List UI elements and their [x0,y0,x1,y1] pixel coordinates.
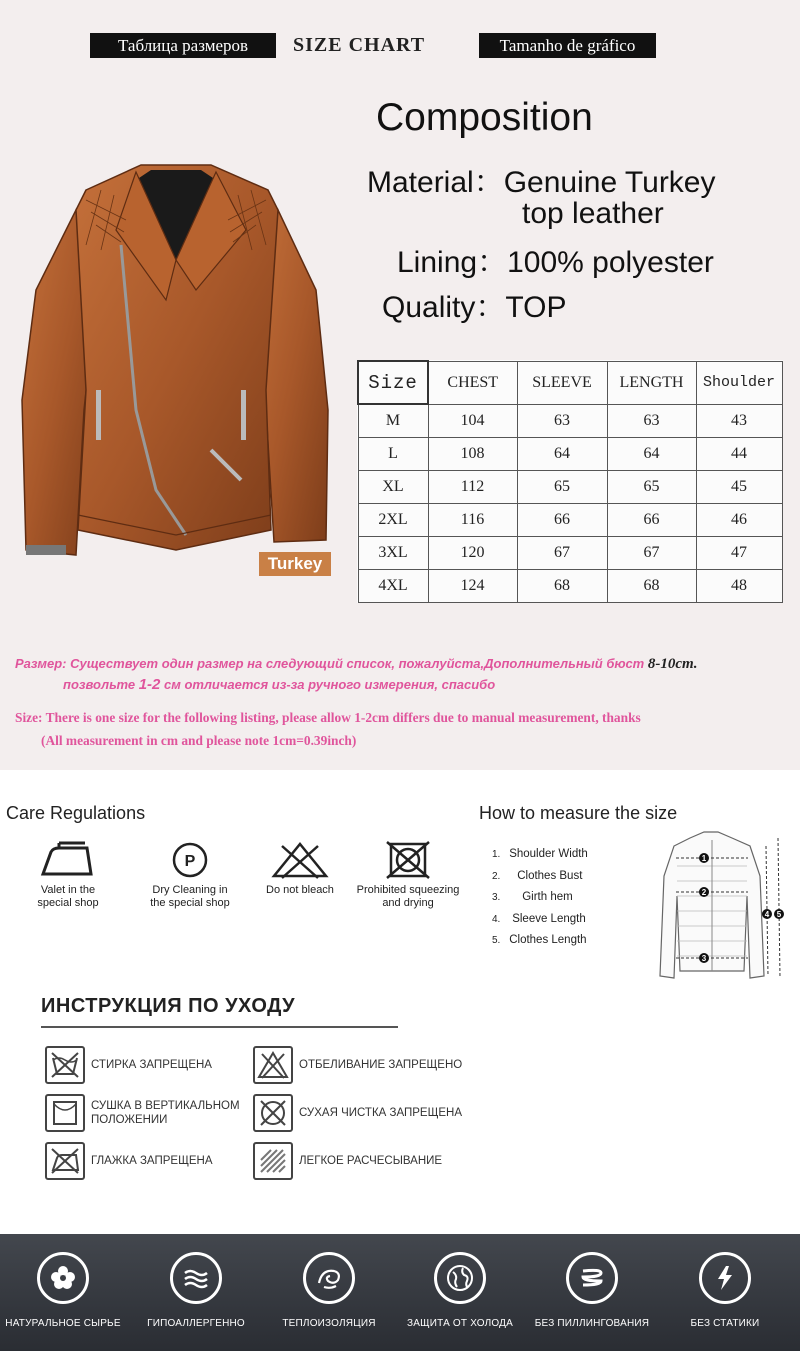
list-item: 4. Sleeve Length [492,912,586,925]
no-iron-icon [45,1142,85,1180]
feature-label: БЕЗ ПИЛЛИНГОВАНИЯ [534,1318,650,1329]
note-en-line2: (All measurement in cm and please note 1cm=0.39inch) [41,733,357,748]
ru-care-label: ОТБЕЛИВАНИЕ ЗАПРЕЩЕНО [299,1059,463,1071]
iron-icon [39,840,97,880]
column-header-size: Size [358,361,428,404]
vertical-dry-icon [45,1094,85,1132]
note-ru-text: см отличается из-за ручного измерения, спасибо [164,677,496,692]
care-item-no-bleach [255,840,345,897]
feature-cold-protection [395,1252,525,1329]
list-item: 2. Clothes Bust [492,869,583,882]
table-cell: 104 [428,404,517,437]
material-value-line2: top leather [522,197,664,230]
separator: ： [475,291,506,324]
lightning-icon [699,1252,751,1304]
table-cell: 63 [517,404,607,437]
table-cell: 112 [428,470,517,503]
table-cell: 67 [517,536,607,569]
care-label: Do not bleach [266,884,334,896]
measure-list [492,848,588,956]
divider [41,1026,398,1028]
care-item-no-squeeze [348,840,468,910]
size-table [357,360,783,603]
column-header-length: LENGTH [607,361,696,404]
flower-icon [37,1252,89,1304]
feature-label: БЕЗ СТАТИКИ [690,1318,760,1329]
ru-care-item-no-wash [45,1046,212,1084]
no-bleach-icon [270,840,330,880]
table-cell: 68 [607,569,696,602]
table-cell: 65 [517,470,607,503]
ru-care-label: СУШКА В ВЕРТИКАЛЬНОМ ПОЛОЖЕНИИ [91,1100,240,1126]
table-cell: 63 [607,404,696,437]
table-cell: M [358,404,428,437]
waves-icon [170,1252,222,1304]
ru-care-item-gentle-brush [253,1142,442,1180]
size-chart-title: SIZE CHART [293,34,426,56]
table-cell: 43 [696,404,782,437]
note-ru-text: позвольте [63,677,136,692]
table-cell: 64 [607,437,696,470]
lining-label: Lining [397,246,478,279]
table-cell: 66 [517,503,607,536]
size-chart-badge-ru: Таблица размеров [90,33,276,58]
table-row [358,503,782,536]
table-cell: 64 [517,437,607,470]
feature-natural [0,1252,128,1329]
note-ru-range: 1-2 [138,676,161,693]
feature-label: ГИПОАЛЛЕРГЕННО [147,1318,245,1329]
table-cell: 4XL [358,569,428,602]
coat-diagram-icon [652,826,792,988]
list-item: 5. Clothes Length [492,934,587,946]
gentle-brush-icon [253,1142,293,1180]
care-item-dry-cleaning [140,840,240,910]
column-header-shoulder: Shoulder [696,361,782,404]
table-cell: L [358,437,428,470]
lining-value: 100% polyester [507,246,714,279]
table-cell: 47 [696,536,782,569]
measure-title: How to measure the size [479,803,678,823]
ru-care-item-no-iron [45,1142,213,1180]
feature-no-pilling [527,1252,657,1329]
table-cell: 2XL [358,503,428,536]
table-cell: 116 [428,503,517,536]
feature-label: ТЕПЛОИЗОЛЯЦИЯ [282,1318,376,1329]
table-cell: 46 [696,503,782,536]
size-chart-badge-pt: Tamanho de gráfico [479,33,656,58]
note-ru-text: Размер: Существует один размер на следующий список, пожалуйста,Дополнительный бюст [15,656,645,671]
separator: ： [473,166,504,199]
care-label: Prohibited squeezing and drying [356,884,460,909]
no-tumble-dry-icon [385,840,431,880]
table-cell: 67 [607,536,696,569]
ru-care-label: ЛЕГКОЕ РАСЧЕСЫВАНИЕ [299,1155,443,1167]
table-row [358,470,782,503]
material-value: Genuine Turkey [503,166,716,199]
svg-text:1: 1 [701,854,707,863]
ru-care-label: СУХАЯ ЧИСТКА ЗАПРЕЩЕНА [299,1107,463,1119]
spring-icon [566,1252,618,1304]
lining-row [397,237,714,281]
no-dry-clean-icon [253,1094,293,1132]
table-cell: 66 [607,503,696,536]
feature-hypoallergenic [131,1252,261,1329]
list-item: 1. Shoulder Width [492,848,588,860]
table-cell: 48 [696,569,782,602]
note-ru-line2 [63,676,495,693]
svg-text:2: 2 [701,888,707,897]
note-en-line1: Size: There is one size for the following listing, please allow 1-2cm differs due to manual measurement, thanks [15,710,641,725]
note-ru-line1 [15,656,697,673]
svg-text:P: P [184,853,196,870]
care-label: Dry Cleaning in the special shop [150,884,230,909]
leather-jacket-image [16,150,334,580]
feature-label: ЗАЩИТА ОТ ХОЛОДА [407,1318,513,1329]
column-header-chest: CHEST [428,361,517,404]
composition-title: Composition [376,96,593,139]
table-cell: 44 [696,437,782,470]
ru-care-title: ИНСТРУКЦИЯ ПО УХОДУ [41,995,296,1017]
ru-care-item-no-bleach [253,1046,462,1084]
separator: ： [477,246,508,279]
material-label: Material [367,166,474,199]
table-row [358,569,782,602]
dry-clean-p-icon [170,840,210,880]
table-cell: 120 [428,536,517,569]
table-cell: 108 [428,437,517,470]
ru-care-item-no-dry-clean [253,1094,462,1132]
feature-anti-static [660,1252,790,1329]
table-cell: 124 [428,569,517,602]
quality-label: Quality [382,291,476,324]
care-item-valet [18,840,118,910]
quality-value: TOP [505,291,567,324]
note-ru-bust: 8-10cm. [647,656,698,672]
list-item: 3. Girth hem [492,891,573,903]
column-header-sleeve: SLEEVE [517,361,607,404]
material-row [367,157,716,201]
globe-icon [434,1252,486,1304]
care-title: Care Regulations [6,803,146,823]
table-row [358,536,782,569]
svg-text:3: 3 [701,954,707,963]
care-label: Valet in the special shop [37,884,99,909]
table-cell: 45 [696,470,782,503]
table-row [358,437,782,470]
table-cell: 65 [607,470,696,503]
heat-swirl-icon [303,1252,355,1304]
table-cell: XL [358,470,428,503]
no-wash-icon [45,1046,85,1084]
table-header-row [358,361,782,404]
table-cell: 68 [517,569,607,602]
quality-row [382,282,567,326]
no-bleach-icon [253,1046,293,1084]
feature-label: НАТУРАЛЬНОЕ СЫРЬЕ [5,1318,121,1329]
feature-insulation [264,1252,394,1329]
ru-care-label: ГЛАЖКА ЗАПРЕЩЕНА [91,1155,213,1167]
ru-care-label: СТИРКА ЗАПРЕЩЕНА [91,1059,212,1071]
ru-care-item-vertical-dry [45,1094,240,1132]
origin-tag: Turkey [259,552,331,576]
svg-text:4: 4 [764,910,770,919]
svg-text:5: 5 [776,910,782,919]
features-bar [0,1234,800,1351]
table-cell: 3XL [358,536,428,569]
table-row [358,404,782,437]
